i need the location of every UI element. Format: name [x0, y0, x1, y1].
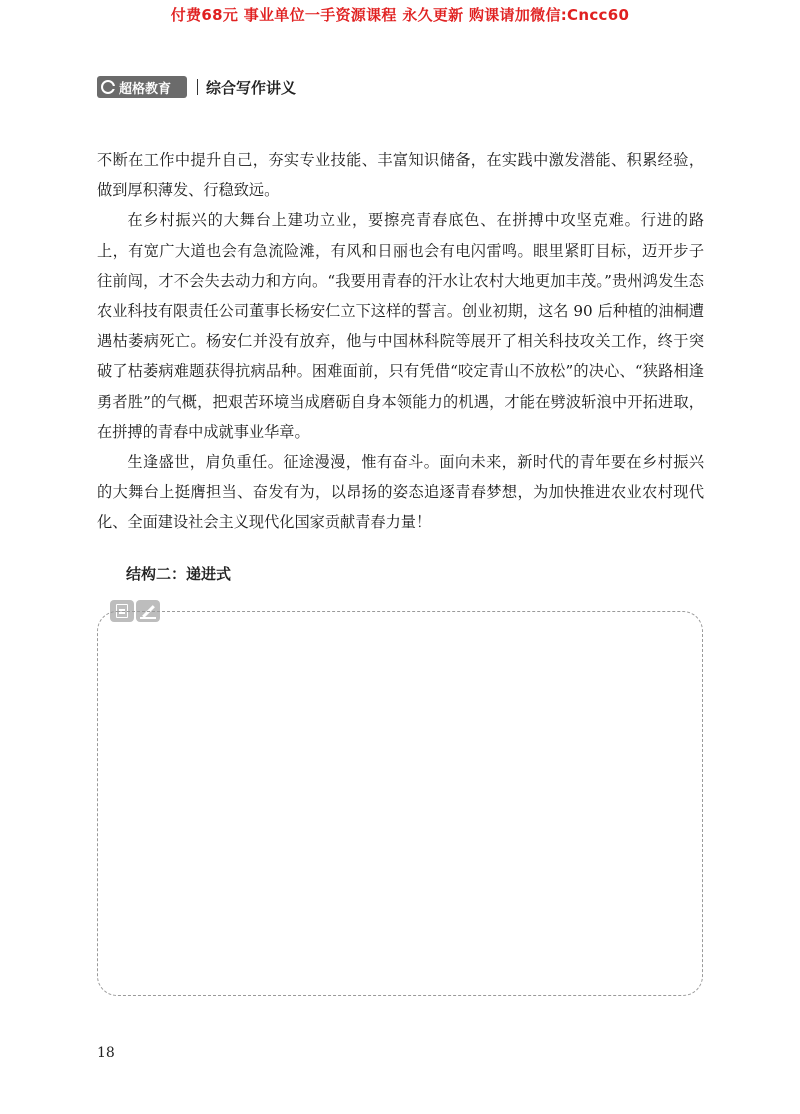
paragraph: 在乡村振兴的大舞台上建功立业，要擦亮青春底色、在拼搏中攻坚克难。行进的路上，有宽广大道也会有急流险滩，有风和日丽也会有电闪雷鸣。眼里紧盯目标，迈开步子往前闯，才不会失去动力和方向。“我要用青春的汗水让农村大地更加丰茂。”贵州鸿发生态农业科技有限责任公司董事长杨安仁立下这样的誓言。创业初期，这名 90 后种植的油桐遭遇枯萎病死亡。杨安仁并没有放弃，他与中国林科院等展开了相关科技攻关工作，终于突破了枯萎病难题获得抗病品种。困难面前，只有凭借“咬定青山不放松”的决心、“狭路相逢勇者胜”的气概，把艰苦环境当成磨砺自身本领能力的机遇，才能在劈波斩浪中开拓进取，在拼搏的青春中成就事业华章。 [97, 211, 704, 441]
brand-logo [97, 76, 187, 98]
page-number: 18 [97, 1045, 115, 1061]
paragraph: 生逢盛世，肩负重任。征途漫漫，惟有奋斗。面向未来，新时代的青年要在乡村振兴的大舞台上挺膺担当、奋发有为，以昂扬的姿态追逐青春梦想，为加快推进农业农村现代化、全面建设社会主义现代化国家贡献青春力量！ [97, 453, 704, 532]
section-heading: 结构二：递进式 [126, 565, 232, 583]
brand-name: 超格教育 [119, 81, 172, 97]
paragraph: 不断在工作中提升自己，夯实专业技能、丰富知识储备，在实践中激发潜能、积累经验，做到厚积薄发、行稳致远。 [97, 151, 704, 200]
header-divider [197, 79, 198, 95]
book-title: 综合写作讲义 [206, 78, 297, 97]
body-text [97, 145, 704, 538]
logo-g-icon [101, 80, 115, 94]
page-header [97, 76, 296, 98]
notes-writing-area[interactable] [97, 611, 703, 996]
promo-banner: 付费68元 事业单位一手资源课程 永久更新 购课请加微信:Cncc60 [170, 6, 630, 24]
